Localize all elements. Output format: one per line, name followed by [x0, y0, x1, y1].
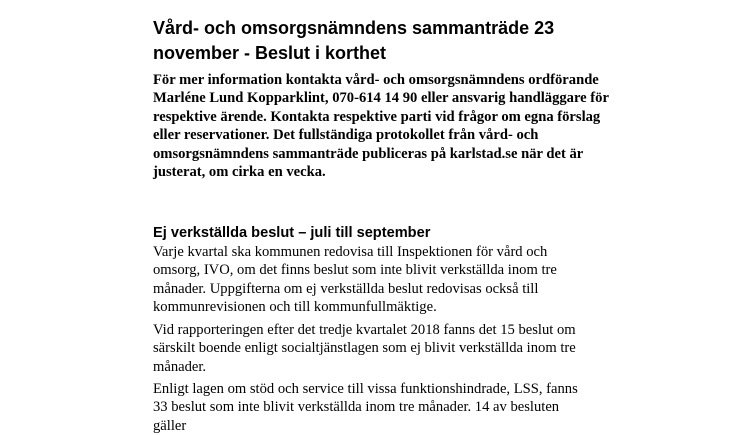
body-paragraph: Enligt lagen om stöd och service till vissa funktionshindrade, LSS, fanns 33 beslut som inte blivit verkställda inom tre månader. 14 av besluten gäller	[153, 381, 578, 434]
section-heading: Ej verkställda beslut – juli till september	[153, 225, 431, 241]
body-paragraph: Varje kvartal ska kommunen redovisa till Inspektionen för vård och omsorg, IVO, om det finns beslut som inte blivit verkställda inom tre månader. Uppgifterna om ej verkställda beslut redovisas också till kommunrevisionen och till kommunfullmäktige.	[153, 244, 557, 315]
intro-paragraph: För mer information kontakta vård- och omsorgsnämndens ordförande Marléne Lund Kopparklint, 070-614 14 90 eller ansvarig handläggare för respektive ärende. Kontakta respektive parti vid frågor om egna förslag eller reservationer. Det fullständiga protokollet från vård- och omsorgsnämndens sammanträde publiceras på karlstad.se när det är justerat, om cirka en vecka.	[153, 72, 609, 181]
document-title: Vård- och omsorgsnämndens sammanträde 23 november - Beslut i korthet	[153, 18, 555, 63]
body-paragraph: Vid rapporteringen efter det tredje kvartalet 2018 fanns det 15 beslut om särskilt boende enligt socialtjänstlagen som ej blivit verkställda inom tre månader.	[153, 322, 576, 375]
